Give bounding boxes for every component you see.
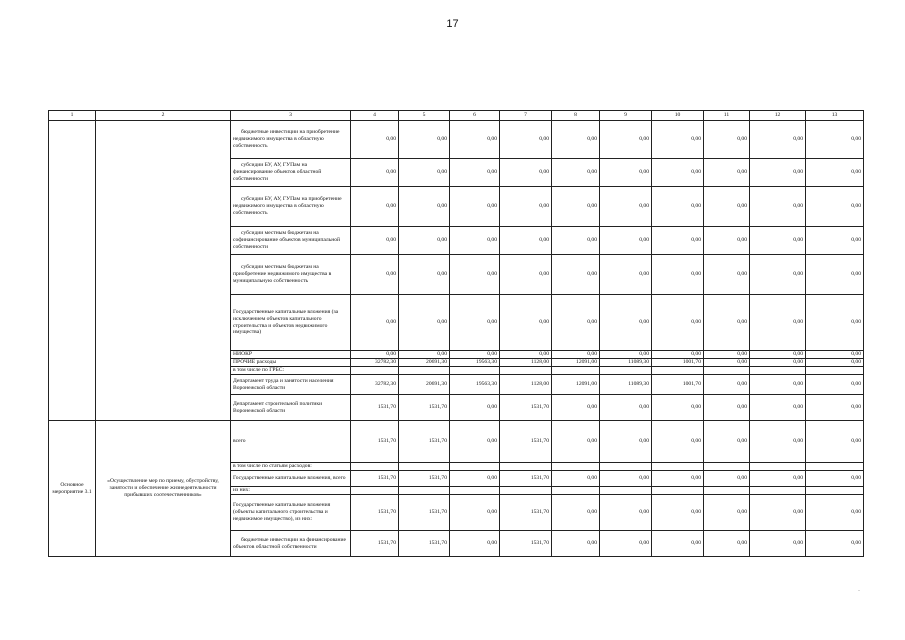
value-cell: 0,00 bbox=[806, 295, 864, 351]
value-cell: 0,00 bbox=[750, 359, 806, 367]
value-cell: 0,00 bbox=[500, 187, 552, 227]
value-cell bbox=[399, 367, 450, 375]
value-cell: 0,00 bbox=[500, 255, 552, 295]
row-label: Государственные капитальные вложения, всего bbox=[231, 471, 351, 487]
value-cell: 0,00 bbox=[600, 121, 652, 159]
row-label: Департамент труда и занятости населения Воронежской области bbox=[231, 375, 351, 395]
value-cell: 0,00 bbox=[552, 495, 600, 531]
value-cell: 0,00 bbox=[750, 227, 806, 255]
value-cell: 1531,70 bbox=[351, 495, 399, 531]
value-cell: 0,00 bbox=[750, 531, 806, 557]
value-cell: 0,00 bbox=[600, 159, 652, 187]
row-label: субсидии БУ, АУ, ГУПам на приобретение недвижимого имущества в областную собственность bbox=[231, 187, 351, 227]
column-header: 9 bbox=[600, 111, 652, 121]
value-cell bbox=[450, 487, 500, 495]
column-header: 12 bbox=[750, 111, 806, 121]
value-cell bbox=[450, 463, 500, 471]
value-cell: 20691,30 bbox=[399, 359, 450, 367]
value-cell bbox=[652, 367, 704, 375]
value-cell bbox=[750, 367, 806, 375]
column-header: 6 bbox=[450, 111, 500, 121]
value-cell: 0,00 bbox=[750, 395, 806, 421]
value-cell: 0,00 bbox=[652, 159, 704, 187]
value-cell: 0,00 bbox=[806, 255, 864, 295]
page-number: 17 bbox=[446, 18, 459, 30]
value-cell: 0,00 bbox=[704, 495, 750, 531]
value-cell: 0,00 bbox=[652, 295, 704, 351]
value-cell: 0,00 bbox=[652, 531, 704, 557]
value-cell: 0,00 bbox=[806, 375, 864, 395]
value-cell: 0,00 bbox=[399, 351, 450, 359]
value-cell: 1531,70 bbox=[351, 421, 399, 463]
value-cell: 0,00 bbox=[750, 159, 806, 187]
column-header: 13 bbox=[806, 111, 864, 121]
value-cell: 0,00 bbox=[552, 421, 600, 463]
value-cell: 0,00 bbox=[351, 121, 399, 159]
value-cell: 0,00 bbox=[750, 495, 806, 531]
value-cell: 0,00 bbox=[552, 187, 600, 227]
value-cell: 0,00 bbox=[450, 531, 500, 557]
value-cell: 0,00 bbox=[351, 159, 399, 187]
value-cell: 0,00 bbox=[500, 351, 552, 359]
value-cell: 0,00 bbox=[500, 159, 552, 187]
value-cell bbox=[552, 367, 600, 375]
value-cell: 1531,70 bbox=[351, 471, 399, 487]
value-cell: 0,00 bbox=[652, 121, 704, 159]
value-cell: 0,00 bbox=[351, 227, 399, 255]
row-label: в том числе по ГРБС: bbox=[231, 367, 351, 375]
table-row bbox=[49, 121, 864, 159]
value-cell: 1531,70 bbox=[500, 421, 552, 463]
value-cell: 0,00 bbox=[500, 121, 552, 159]
column-header: 5 bbox=[399, 111, 450, 121]
value-cell: 0,00 bbox=[750, 255, 806, 295]
row-label: Государственные капитальные вложения (объекты капитального строительства и недвижимое имущество), из них: bbox=[231, 495, 351, 531]
value-cell bbox=[500, 487, 552, 495]
value-cell: 1531,70 bbox=[399, 421, 450, 463]
value-cell: 0,00 bbox=[704, 227, 750, 255]
column-header: 11 bbox=[704, 111, 750, 121]
value-cell: 0,00 bbox=[806, 359, 864, 367]
value-cell: 0,00 bbox=[450, 421, 500, 463]
value-cell: 0,00 bbox=[552, 121, 600, 159]
value-cell bbox=[600, 367, 652, 375]
value-cell bbox=[704, 463, 750, 471]
value-cell: 0,00 bbox=[351, 255, 399, 295]
value-cell: 0,00 bbox=[652, 495, 704, 531]
value-cell: 0,00 bbox=[806, 421, 864, 463]
value-cell: 19563,30 bbox=[450, 375, 500, 395]
value-cell bbox=[500, 367, 552, 375]
value-cell: 0,00 bbox=[552, 351, 600, 359]
value-cell bbox=[652, 487, 704, 495]
empty-cell bbox=[49, 121, 96, 421]
value-cell bbox=[500, 463, 552, 471]
value-cell: 1531,70 bbox=[351, 531, 399, 557]
value-cell: 0,00 bbox=[600, 421, 652, 463]
value-cell bbox=[750, 487, 806, 495]
value-cell: 0,00 bbox=[552, 255, 600, 295]
value-cell: 0,00 bbox=[704, 295, 750, 351]
row-label: из них: bbox=[231, 487, 351, 495]
value-cell: 0,00 bbox=[399, 121, 450, 159]
value-cell: 0,00 bbox=[399, 295, 450, 351]
row-label: ПРОЧИЕ расходы bbox=[231, 359, 351, 367]
value-cell: 0,00 bbox=[600, 471, 652, 487]
value-cell: 0,00 bbox=[704, 375, 750, 395]
column-header: 8 bbox=[552, 111, 600, 121]
value-cell: 0,00 bbox=[704, 351, 750, 359]
value-cell: 0,00 bbox=[652, 187, 704, 227]
value-cell: 0,00 bbox=[399, 187, 450, 227]
value-cell: 0,00 bbox=[750, 471, 806, 487]
value-cell: 0,00 bbox=[500, 295, 552, 351]
value-cell: 0,00 bbox=[552, 531, 600, 557]
value-cell bbox=[552, 463, 600, 471]
value-cell: 0,00 bbox=[600, 395, 652, 421]
value-cell: 0,00 bbox=[552, 227, 600, 255]
row-label: субсидии местным бюджетам на приобретение недвижимого имущества в муниципальную собственность bbox=[231, 255, 351, 295]
value-cell bbox=[351, 487, 399, 495]
value-cell: 0,00 bbox=[600, 227, 652, 255]
value-cell: 19563,30 bbox=[450, 359, 500, 367]
column-header: 2 bbox=[96, 111, 231, 121]
value-cell bbox=[806, 487, 864, 495]
value-cell: 1531,70 bbox=[500, 471, 552, 487]
value-cell: 0,00 bbox=[806, 227, 864, 255]
column-header: 10 bbox=[652, 111, 704, 121]
value-cell: 0,00 bbox=[806, 395, 864, 421]
value-cell: 0,00 bbox=[750, 375, 806, 395]
row-label: бюджетные инвестиции на финансирование объектов областной собственности bbox=[231, 531, 351, 557]
value-cell: 0,00 bbox=[704, 159, 750, 187]
table-row bbox=[49, 421, 864, 463]
value-cell: 0,00 bbox=[652, 255, 704, 295]
value-cell: 1531,70 bbox=[500, 531, 552, 557]
value-cell: 0,00 bbox=[652, 421, 704, 463]
value-cell: 0,00 bbox=[750, 187, 806, 227]
value-cell: 11089,30 bbox=[600, 359, 652, 367]
column-header: 3 bbox=[231, 111, 351, 121]
value-cell: 0,00 bbox=[552, 295, 600, 351]
value-cell: 0,00 bbox=[704, 359, 750, 367]
value-cell: 0,00 bbox=[351, 187, 399, 227]
row-label: субсидии местным бюджетам на софинансирование объектов муниципальной собственности bbox=[231, 227, 351, 255]
row-label: НИОКР bbox=[231, 351, 351, 359]
value-cell bbox=[652, 463, 704, 471]
value-cell: 0,00 bbox=[750, 421, 806, 463]
value-cell: 0,00 bbox=[450, 159, 500, 187]
value-cell: 0,00 bbox=[450, 255, 500, 295]
value-cell: 0,00 bbox=[600, 495, 652, 531]
value-cell: 1128,00 bbox=[500, 375, 552, 395]
value-cell: 20691,30 bbox=[399, 375, 450, 395]
value-cell: 1531,70 bbox=[399, 531, 450, 557]
value-cell: 0,00 bbox=[600, 255, 652, 295]
value-cell: 0,00 bbox=[750, 121, 806, 159]
value-cell bbox=[806, 367, 864, 375]
value-cell: 0,00 bbox=[600, 351, 652, 359]
value-cell: 1531,70 bbox=[399, 395, 450, 421]
scan-mark: · bbox=[858, 588, 860, 594]
value-cell: 12091,00 bbox=[552, 375, 600, 395]
value-cell: 0,00 bbox=[806, 495, 864, 531]
event-name: «Осуществление мер по приему, обустройству, занятости и обеспечение жизнедеятельности прибывших соотечественников» bbox=[96, 421, 231, 557]
value-cell: 0,00 bbox=[500, 227, 552, 255]
value-cell: 0,00 bbox=[750, 351, 806, 359]
value-cell: 0,00 bbox=[600, 531, 652, 557]
value-cell: 1001,70 bbox=[652, 375, 704, 395]
value-cell bbox=[450, 367, 500, 375]
row-label: бюджетные инвестиции на приобретение недвижимого имущества в областную собственность bbox=[231, 121, 351, 159]
value-cell: 0,00 bbox=[351, 351, 399, 359]
value-cell: 0,00 bbox=[704, 121, 750, 159]
value-cell: 0,00 bbox=[552, 159, 600, 187]
value-cell: 0,00 bbox=[806, 159, 864, 187]
value-cell bbox=[552, 487, 600, 495]
value-cell: 0,00 bbox=[806, 531, 864, 557]
value-cell: 12091,00 bbox=[552, 359, 600, 367]
value-cell: 0,00 bbox=[806, 121, 864, 159]
value-cell: 1531,70 bbox=[399, 471, 450, 487]
budget-table bbox=[48, 110, 864, 557]
value-cell bbox=[351, 367, 399, 375]
value-cell: 0,00 bbox=[450, 295, 500, 351]
value-cell: 0,00 bbox=[652, 395, 704, 421]
value-cell: 0,00 bbox=[600, 295, 652, 351]
column-header: 1 bbox=[49, 111, 96, 121]
value-cell: 0,00 bbox=[552, 395, 600, 421]
value-cell: 0,00 bbox=[652, 471, 704, 487]
value-cell: 0,00 bbox=[450, 471, 500, 487]
value-cell: 11089,30 bbox=[600, 375, 652, 395]
value-cell: 0,00 bbox=[450, 121, 500, 159]
value-cell: 0,00 bbox=[450, 187, 500, 227]
value-cell: 0,00 bbox=[399, 227, 450, 255]
value-cell: 32782,30 bbox=[351, 359, 399, 367]
value-cell: 0,00 bbox=[552, 471, 600, 487]
value-cell: 0,00 bbox=[806, 471, 864, 487]
value-cell: 0,00 bbox=[704, 531, 750, 557]
value-cell: 0,00 bbox=[704, 395, 750, 421]
value-cell: 0,00 bbox=[806, 351, 864, 359]
value-cell: 0,00 bbox=[704, 187, 750, 227]
value-cell: 0,00 bbox=[450, 227, 500, 255]
value-cell: 0,00 bbox=[399, 159, 450, 187]
value-cell: 0,00 bbox=[600, 187, 652, 227]
value-cell bbox=[399, 487, 450, 495]
value-cell: 0,00 bbox=[750, 295, 806, 351]
value-cell bbox=[399, 463, 450, 471]
value-cell: 0,00 bbox=[704, 471, 750, 487]
row-label: в том числе по статьям расходов: bbox=[231, 463, 351, 471]
value-cell: 1001,70 bbox=[652, 359, 704, 367]
value-cell: 1531,70 bbox=[500, 395, 552, 421]
value-cell: 0,00 bbox=[652, 351, 704, 359]
empty-cell bbox=[96, 121, 231, 421]
value-cell: 0,00 bbox=[806, 187, 864, 227]
value-cell bbox=[704, 367, 750, 375]
value-cell bbox=[600, 463, 652, 471]
value-cell: 0,00 bbox=[450, 351, 500, 359]
event-code: Основное мероприятие 3.1 bbox=[49, 421, 96, 557]
column-header: 4 bbox=[351, 111, 399, 121]
value-cell: 1128,00 bbox=[500, 359, 552, 367]
column-header: 7 bbox=[500, 111, 552, 121]
row-label: Государственные капитальные вложения (за исключением объектов капитального строительства и объектов недвижимого имущества) bbox=[231, 295, 351, 351]
value-cell: 0,00 bbox=[450, 495, 500, 531]
value-cell bbox=[600, 487, 652, 495]
row-label: субсидии БУ, АУ, ГУПам на финансирование объектов областной собственности bbox=[231, 159, 351, 187]
value-cell: 0,00 bbox=[652, 227, 704, 255]
row-label: всего bbox=[231, 421, 351, 463]
value-cell: 0,00 bbox=[704, 255, 750, 295]
header-row bbox=[49, 111, 864, 121]
table-body bbox=[49, 121, 864, 557]
value-cell: 0,00 bbox=[450, 395, 500, 421]
value-cell: 0,00 bbox=[351, 295, 399, 351]
value-cell bbox=[806, 463, 864, 471]
value-cell: 0,00 bbox=[704, 421, 750, 463]
value-cell: 32782,30 bbox=[351, 375, 399, 395]
value-cell: 1531,70 bbox=[351, 395, 399, 421]
value-cell: 0,00 bbox=[399, 255, 450, 295]
value-cell bbox=[750, 463, 806, 471]
value-cell: 1531,70 bbox=[500, 495, 552, 531]
value-cell: 1531,70 bbox=[399, 495, 450, 531]
value-cell bbox=[704, 487, 750, 495]
row-label: Департамент строительной политики Воронежской области bbox=[231, 395, 351, 421]
value-cell bbox=[351, 463, 399, 471]
